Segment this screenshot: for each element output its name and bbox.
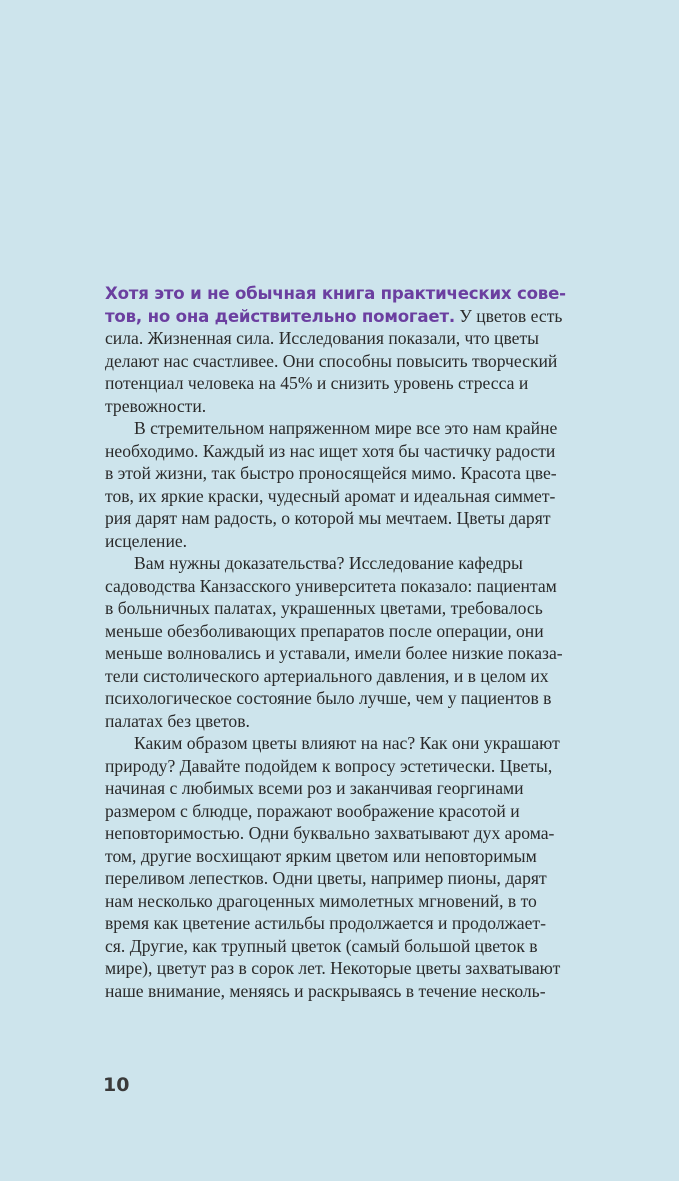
text-line: меньше обезболивающих препаратов после операции, они [105, 620, 544, 641]
text-line [105, 305, 595, 328]
text-line: садоводства Канзасского университета показало: пациентам [105, 575, 557, 596]
text-line: меньше волновались и уставали, имели более низкие показа- [105, 643, 563, 663]
lead-heading: Хотя это и не обычная книга практических сове- [105, 284, 566, 303]
text-line: психологическое состояние было лучше, чем у пациентов в [105, 688, 552, 708]
text-line: необходимо. Каждый из нас ищет хотя бы частичку радости [105, 440, 556, 461]
text-line: сила. Жизненная сила. Исследования показали, что цветы [105, 328, 539, 348]
text-line: в больничных палатах, украшенных цветами, требовалось [105, 598, 543, 618]
text-line: рия дарят нам радость, о которой мы мечтаем. Цветы дарят [105, 508, 551, 528]
text-line: Каким образом цветы влияют на нас? Как они украшают [134, 733, 560, 753]
text-line: мире), цветут раз в сорок лет. Некоторые цветы захватывают [105, 958, 561, 978]
text-line: природу? Давайте подойдем к вопросу эстетически. Цветы, [105, 755, 553, 776]
text-line: неповторимостью. Одни буквально захватывают дух арома- [105, 823, 555, 843]
page-number: 10 [103, 1074, 130, 1096]
text-line: ся. Другие, как трупный цветок (самый большой цветок в [105, 935, 538, 956]
text-line: размером с блюдце, поражают воображение красотой и [105, 800, 520, 821]
paragraph-text: У цветов есть [459, 305, 563, 326]
text-line: палатах без цветов. [105, 710, 250, 731]
text-line: том, другие восхищают ярким цветом или неповторимым [105, 845, 537, 866]
text-line: делают нас счастливее. Они способны повысить творческий [105, 350, 558, 371]
text-line: нам несколько драгоценных мимолетных мгновений, в то [105, 890, 537, 911]
text-line [105, 282, 595, 305]
text-line: время как цветение астильбы продолжается и продолжает- [105, 913, 546, 933]
text-line: тревожности. [105, 395, 207, 416]
text-line: наше внимание, меняясь и раскрываясь в течение несколь- [105, 980, 546, 1001]
text-line: Вам нужны доказательства? Исследование кафедры [134, 553, 523, 573]
text-line: переливом лепестков. Одни цветы, например пионы, дарят [105, 868, 547, 888]
body-text [105, 282, 595, 1002]
text-line: исцеление. [105, 530, 188, 551]
text-line: начиная с любимых всеми роз и заканчивая георгинами [105, 778, 524, 798]
text-line: В стремительном напряженном мире все это нам крайне [134, 418, 558, 438]
text-line: потенциал человека на 45% и снизить уровень стресса и [105, 373, 529, 393]
text-line: тов, их яркие краски, чудесный аромат и идеальная симмет- [105, 485, 556, 506]
lead-heading: тов, но она действительно помогает. [105, 306, 455, 326]
text-line: в этой жизни, так быстро проносящейся мимо. Красота цве- [105, 463, 557, 483]
text-line: тели систолического артериального давления, и в целом их [105, 665, 549, 686]
